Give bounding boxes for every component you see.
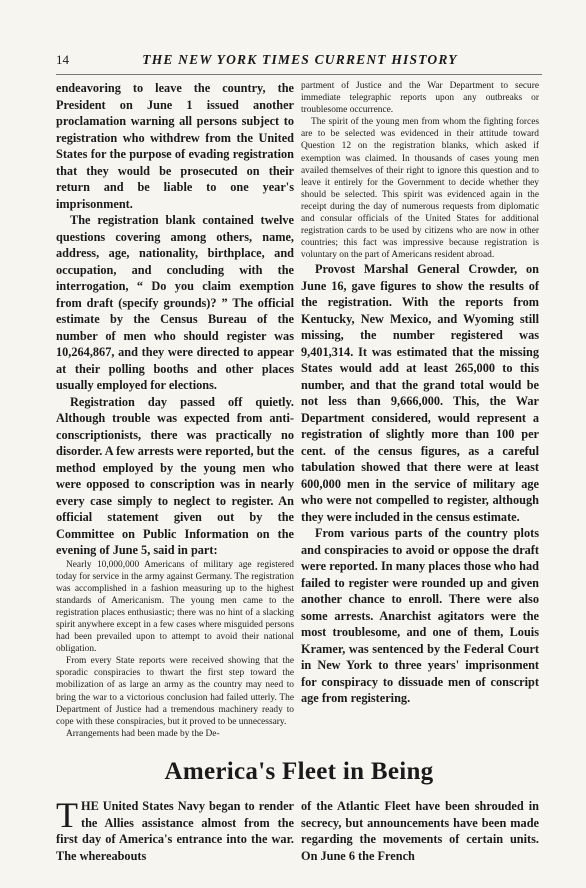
quoted-statement: partment of Justice and the War Department to secure immediate telegraphic reports upon any outbreaks or troublesome occurrence. xyxy=(301,81,539,116)
article-left-column xyxy=(56,795,294,864)
article-text: HE United States Navy began to render the Allies assistance almost from the first day of America's entrance into the war. The whereabouts xyxy=(56,799,294,863)
article-paragraph: of the Atlantic Fleet have been shrouded in secrecy, but announcements have been made regarding the movements of certain units. On June 6 the French xyxy=(301,799,539,863)
drop-cap: T xyxy=(56,795,78,835)
article-paragraph xyxy=(56,795,294,864)
quoted-statement: Arrangements had been made by the De- xyxy=(66,728,220,739)
article-right-column xyxy=(301,798,539,864)
page-number: 14 xyxy=(56,52,69,67)
quoted-statement: From every State reports were received showing that the sporadic conspiracies to thwart the first step toward the mobilization of as large an army as the country may need to bring the war to a victorious conclusion had failed utterly. The Department of Justice had a tremendous machinery ready to cope with these conspiracies, but it proved to be unnecessary. xyxy=(56,656,294,727)
paragraph: From various parts of the country plots and conspiracies to avoid or oppose the draft were reported. In many places those who had failed to register were rounded up and given another chance to enroll. There were also some arrests. Anarchist agitators were the most troublesome, and one of them, Louis Kramer, was sentenced by the Federal Court in New York to three years' imprisonment for conspiracy to dissuade men of conscript age from registering. xyxy=(301,526,539,706)
quoted-statement: The spirit of the young men from whom the fighting forces are to be selected was evidenced in their attitude toward Question 12 on the registration blanks, which asked if exemption was claimed. In thousands of cases young men availed themselves of their right to ignore this question and to leave it entirely for the Government to decide whether they should be selected. This spirit was evidenced again in the receipt during the day of numerous requests from diplomatic and consular officials of the United States for additional registration cards to be used by citizens who are now in other countries; this fact was impressive because registration is voluntary on the part of Americans resident abroad. xyxy=(301,117,539,261)
paragraph: The registration blank contained twelve questions covering among others, name, address, age, nationality, birthplace, and occupation, and concluding with the interrogation, “ Do you claim exemption from draft (specify grounds)? ” The official estimate by the Census Bureau of the number of men who should register was 10,264,867, and they were directed to appear at their polling booths and other places usually employed for elections. xyxy=(56,213,294,392)
paragraph: Provost Marshal General Crowder, on June 16, gave figures to show the results of the registration. With the reports from Kentucky, New Mexico, and Wyoming still missing, the number registered was 9,401,314. It was estimated that the missing States would add at least 265,000 to this number, and that the grand total would be not less than 9,666,000. This, the War Department considered, would represent a registration of slightly more than 100 per cent. of the census figures, as a careful tabulation showed that there were at least 600,000 men in the service of military age who were not compelled to register, although they were included in the census estimate. xyxy=(301,262,539,524)
left-column xyxy=(56,80,294,740)
paragraph: Registration day passed off quietly. Although trouble was expected from anti-conscriptionists, there was practically no disorder. A few arrests were reported, but the method employed by the young men who were opposed to conscription was in nearly every case simply to neglect to register. An official statement given out by the Committee on Public Information on the evening of June 5, said in part: xyxy=(56,394,294,557)
article-title: America's Fleet in Being xyxy=(164,758,434,785)
running-head: THE NEW YORK TIMES CURRENT HISTORY xyxy=(142,52,458,67)
paragraph: endeavoring to leave the country, the President on June 1 issued another proclamation warning all persons subject to registration who withdrew from the United States for the purpose of evading registration that they would be prosecuted on their return and be liable to one year's imprisonment. xyxy=(56,81,294,211)
page-header xyxy=(56,50,544,72)
right-column xyxy=(301,80,539,707)
quoted-statement: Nearly 10,000,000 Americans of military age registered today for service in the army against Germany. The registration was accomplished in a fashion measuring up to the highest standards of Americanism. The young men came to the registration places enthusiastic; there was no hint of a slacking spirit anywhere except in a few cases where misguided persons had been prevailed upon to attempt to avoid their national obligation. xyxy=(56,559,294,655)
header-rule xyxy=(56,74,542,75)
